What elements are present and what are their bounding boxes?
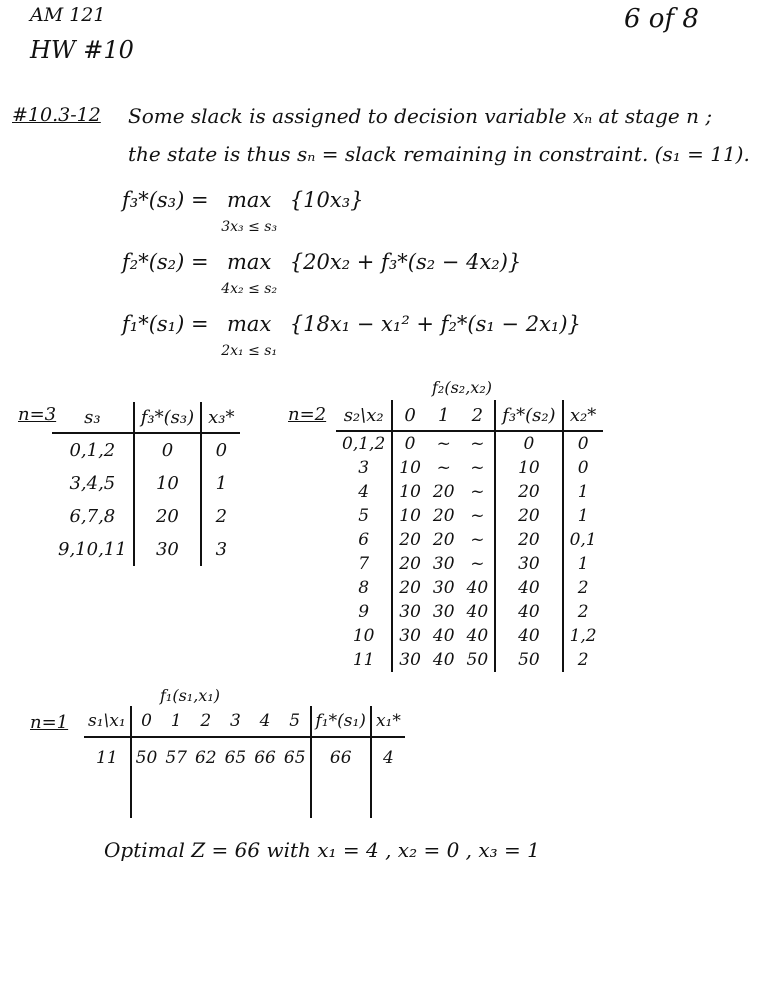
- equation-f3-body: {10x₃}: [289, 188, 364, 212]
- table-cell: 57: [165, 748, 187, 768]
- stage1-table: [84, 706, 405, 818]
- table-cell: ~: [461, 504, 496, 528]
- table-cell: 8: [336, 576, 392, 600]
- optimal-solution: Optimal Z = 66 with x₁ = 4 , x₂ = 0 , x₃ = 1: [104, 838, 540, 862]
- equation-f1-condition: 2x₁ ≤ s₁: [221, 343, 278, 359]
- stage2-function-label: f₂(s₂,x₂): [432, 378, 492, 397]
- table-cell: 3: [215, 539, 228, 560]
- table-cell: 0: [577, 434, 589, 454]
- table-cell: 0: [134, 433, 201, 467]
- table-cell: 4: [382, 748, 394, 768]
- table-cell: ~: [461, 552, 496, 576]
- table-cell: 20: [495, 504, 562, 528]
- table-cell: 62: [194, 748, 217, 768]
- table-cell: 5: [336, 504, 392, 528]
- table-row: [336, 528, 603, 552]
- table-cell: 7: [336, 552, 392, 576]
- table-cell: 4: [336, 480, 392, 504]
- table-cell: 40: [495, 576, 562, 600]
- table-cell: 20: [432, 530, 455, 550]
- table-cell: 20: [399, 554, 421, 574]
- table-cell: 40: [461, 576, 496, 600]
- table-cell: 0,1,2: [336, 431, 392, 456]
- table-cell: 6: [336, 528, 392, 552]
- table-cell: 50: [461, 648, 496, 672]
- stage1-header: 4: [250, 706, 280, 737]
- equation-f3-max: max: [227, 188, 272, 212]
- table-cell: 30: [432, 554, 455, 574]
- table-cell: 20: [399, 578, 421, 598]
- stage3-header: x₃*: [201, 402, 240, 433]
- table-cell: 40: [495, 600, 562, 624]
- table-cell: 65: [224, 748, 247, 768]
- equation-f3: [122, 188, 363, 236]
- page-number: 6 of 8: [624, 4, 699, 34]
- table-cell: 1: [577, 554, 589, 574]
- table-cell: 50: [495, 648, 562, 672]
- table-cell: 20: [134, 500, 201, 533]
- stage3-table: [52, 402, 240, 566]
- table-cell: 0: [404, 434, 416, 454]
- table-cell: 30: [399, 602, 421, 622]
- stage2-header: f₃*(s₂): [495, 400, 562, 431]
- table-cell: ~: [436, 458, 451, 478]
- table-cell: 9: [336, 600, 392, 624]
- equation-f2-body: {20x₂ + f₃*(s₂ − 4x₂)}: [289, 250, 522, 274]
- table-row: [336, 504, 603, 528]
- equation-f1-lhs: f₁*(s₁) =: [122, 312, 209, 336]
- table-row: [336, 480, 603, 504]
- table-cell: 20: [399, 530, 421, 550]
- table-cell: 30: [432, 602, 455, 622]
- table-cell: ~: [461, 528, 496, 552]
- course-label: AM 121: [30, 4, 106, 26]
- equation-f2: [122, 250, 521, 298]
- table-cell: 30: [134, 533, 201, 566]
- table-cell: 10: [134, 467, 201, 500]
- table-cell: ~: [461, 456, 496, 480]
- equation-f3-condition: 3x₃ ≤ s₃: [221, 219, 278, 235]
- stage1-header: 5: [280, 706, 311, 737]
- table-cell: 40: [461, 624, 496, 648]
- table-cell: 20: [495, 528, 562, 552]
- table-cell: 1: [577, 482, 589, 502]
- stage1-header: f₁*(s₁): [311, 706, 371, 737]
- stage2-header: 1: [427, 400, 461, 431]
- table-cell: 20: [495, 480, 562, 504]
- stage1-corner: s₁\x₁: [84, 706, 131, 737]
- equation-f2-max: max: [227, 250, 272, 274]
- table-cell: 30: [495, 552, 562, 576]
- equation-f1: [122, 312, 581, 360]
- problem-line-1: Some slack is assigned to decision variable xₙ at stage n ;: [128, 104, 713, 128]
- table-cell: 65: [280, 737, 311, 778]
- table-cell: 30: [432, 578, 455, 598]
- stage1-header: x₁*: [371, 706, 405, 737]
- table-cell: 40: [432, 626, 455, 646]
- table-row: [336, 431, 603, 456]
- stage2-label: n=2: [288, 404, 327, 425]
- table-cell: 3: [336, 456, 392, 480]
- table-row: [336, 576, 603, 600]
- table-row: [336, 600, 603, 624]
- table-cell: 1: [215, 473, 228, 494]
- table-row: [52, 533, 240, 566]
- problem-line-2: the state is thus sₙ = slack remaining in constraint. (s₁ = 11).: [128, 142, 750, 166]
- stage3-header: s₃: [52, 402, 134, 433]
- table-cell: 20: [432, 482, 455, 502]
- table-cell: 0: [577, 458, 589, 478]
- table-cell: 0: [215, 440, 228, 461]
- stage2-table: [336, 400, 603, 672]
- table-row: [336, 552, 603, 576]
- table-cell: 30: [399, 650, 421, 670]
- equation-f2-condition: 4x₂ ≤ s₂: [221, 281, 278, 297]
- table-cell: 0,1: [569, 530, 597, 550]
- table-cell: 2: [577, 650, 589, 670]
- stage1-header: 2: [191, 706, 221, 737]
- stage2-header: x₂*: [563, 400, 603, 431]
- equation-f3-lhs: f₃*(s₃) =: [122, 188, 209, 212]
- table-cell: 0: [495, 431, 562, 456]
- stage1-function-label: f₁(s₁,x₁): [160, 686, 220, 705]
- table-cell: 66: [311, 737, 371, 778]
- stage2-header: 0: [392, 400, 427, 431]
- table-cell: 6,7,8: [52, 500, 134, 533]
- equation-f1-body: {18x₁ − x₁² + f₂*(s₁ − 2x₁)}: [289, 312, 581, 336]
- stage1-header: 1: [161, 706, 191, 737]
- table-cell: 1: [577, 506, 589, 526]
- table-cell: 11: [336, 648, 392, 672]
- table-cell: 2: [577, 602, 589, 622]
- homework-label: HW #10: [30, 36, 134, 64]
- table-row: [52, 433, 240, 467]
- table-row: [336, 456, 603, 480]
- table-cell: 10: [399, 506, 421, 526]
- table-cell: 2: [215, 506, 228, 527]
- table-row: [336, 648, 603, 672]
- table-cell: 1,2: [569, 626, 597, 646]
- table-row: [336, 624, 603, 648]
- equation-f2-lhs: f₂*(s₂) =: [122, 250, 209, 274]
- table-cell: 40: [461, 600, 496, 624]
- table-cell: 10: [336, 624, 392, 648]
- table-cell: 0,1,2: [52, 433, 134, 467]
- table-cell: 3,4,5: [52, 467, 134, 500]
- table-cell: 10: [399, 482, 421, 502]
- stage3-header: f₃*(s₃): [134, 402, 201, 433]
- stage2-corner: s₂\x₂: [336, 400, 392, 431]
- equation-f1-max: max: [227, 312, 272, 336]
- stage1-header: 3: [221, 706, 251, 737]
- table-cell: 11: [84, 737, 131, 778]
- table-cell: 20: [432, 506, 455, 526]
- table-cell: ~: [461, 431, 496, 456]
- table-cell: ~: [461, 480, 496, 504]
- table-row: [52, 500, 240, 533]
- table-cell: 50: [135, 748, 158, 768]
- table-cell: 2: [577, 578, 589, 598]
- table-cell: ~: [436, 434, 451, 454]
- table-cell: 40: [432, 650, 455, 670]
- stage1-label: n=1: [30, 712, 69, 733]
- table-cell: 10: [399, 458, 421, 478]
- table-cell: 9,10,11: [52, 533, 134, 566]
- stage2-header: 2: [461, 400, 496, 431]
- table-row: [84, 737, 405, 778]
- table-cell: 10: [495, 456, 562, 480]
- table-cell: 30: [399, 626, 421, 646]
- table-row: [52, 467, 240, 500]
- stage1-header: 0: [131, 706, 162, 737]
- stage3-label: n=3: [18, 404, 57, 425]
- table-cell: 66: [254, 748, 276, 768]
- problem-number: #10.3-12: [12, 104, 101, 126]
- table-cell: 40: [495, 624, 562, 648]
